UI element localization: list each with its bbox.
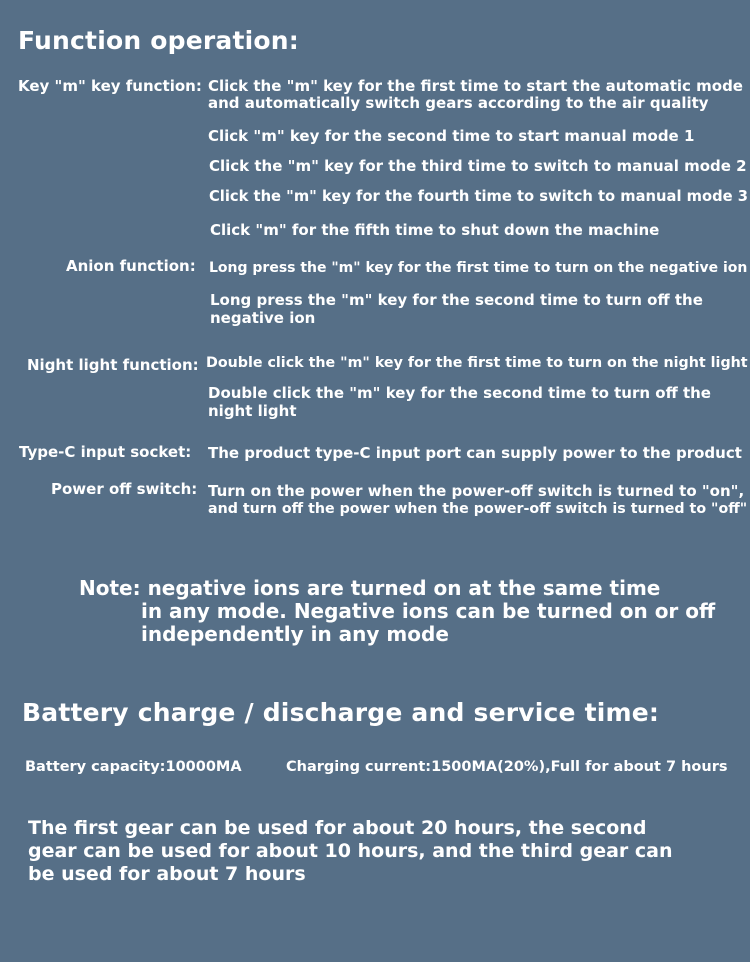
label-key-m-function: Key "m" key function: [18, 77, 202, 95]
note-line2: in any mode. Negative ions can be turned on or off [141, 599, 716, 623]
anion-off-desc-line1: Long press the "m" key for the second time to turn off the [210, 291, 703, 309]
key-m-desc-line1: Click the "m" key for the first time to start the automatic mode [208, 77, 743, 95]
key-m-fourth-press: Click the "m" key for the fourth time to switch to manual mode 3 [209, 188, 748, 205]
label-night-light-function: Night light function: [27, 356, 199, 374]
anion-off-desc-line2: negative ion [210, 309, 316, 327]
night-light-off-desc-line2: night light [208, 402, 297, 420]
function-operation-title: Function operation: [18, 26, 299, 55]
night-light-off-desc-line1: Double click the "m" key for the second time to turn off the [208, 384, 711, 402]
key-m-third-press: Click the "m" key for the third time to switch to manual mode 2 [209, 157, 747, 175]
key-m-fifth-press: Click "m" for the fifth time to shut down the machine [210, 221, 660, 239]
label-type-c-socket: Type-C input socket: [19, 443, 192, 461]
power-switch-desc-line1: Turn on the power when the power-off switch is turned to "on", [208, 482, 745, 500]
key-m-desc-line2: and automatically switch gears according to the air quality [208, 94, 709, 112]
label-power-off-switch: Power off switch: [51, 480, 198, 498]
battery-section-title: Battery charge / discharge and service time: [22, 698, 660, 727]
key-m-second-press: Click "m" key for the second time to start manual mode 1 [208, 127, 695, 145]
power-switch-desc-line2: and turn off the power when the power-off switch is turned to "off" [208, 501, 748, 517]
note-line3: independently in any mode [141, 622, 449, 646]
type-c-desc: The product type-C input port can supply power to the product [208, 444, 742, 462]
note-line1: Note: negative ions are turned on at the same time [79, 576, 661, 600]
gear-usage-line1: The first gear can be used for about 20 hours, the second [28, 817, 647, 839]
label-anion-function: Anion function: [66, 257, 196, 275]
charging-current: Charging current:1500MA(20%),Full for about 7 hours [286, 759, 728, 775]
battery-capacity: Battery capacity:10000MA [25, 759, 242, 775]
anion-on-desc: Long press the "m" key for the first time to turn on the negative ion [209, 260, 748, 276]
gear-usage-line3: be used for about 7 hours [28, 863, 306, 885]
night-light-on-desc: Double click the "m" key for the first time to turn on the night light [206, 355, 748, 371]
gear-usage-line2: gear can be used for about 10 hours, and the third gear can [28, 840, 673, 862]
